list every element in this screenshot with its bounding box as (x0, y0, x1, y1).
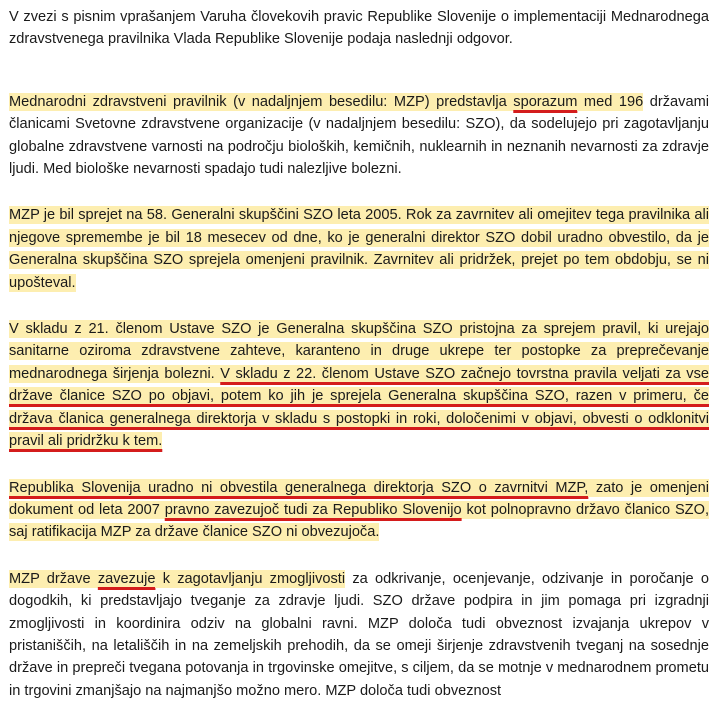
p3-highlight: V skladu z 21. členom Ustave SZO je Generalna skupščina SZO pristojna za sprejem pravil, ki urejajo sanitarne oziroma zdravstvene zahteve, karanteno in druge ukrepe ter postopke za preprečevanje mednarodnega širjenja bolezni. (9, 321, 709, 382)
paragraph-1 (9, 91, 709, 181)
paragraph-2 (9, 204, 709, 294)
p3-underlined-highlight: V skladu z 22. členom Ustave SZO začnejo tovrstna pravila veljati za vse države članice SZO po objavi, potem ko jih je sprejela Generalna skupščina SZO, razen v primeru, če država članica generalnega direktorja v skladu s postopki in roki, določenimi v objavi, obvesti o odklonitvi pravil ali pridržku k tem. (9, 365, 709, 450)
paragraph-4 (9, 477, 709, 544)
p1-rest: državami članicami Svetovne zdravstvene organizacije (v nadaljnjem besedilu: SZO), da sodelujejo pri zagotavljanju globalne zdravstvene varnosti na področju bioloških, kemičnih, nuklearnih in neznanih nevarnosti za zdravje ljudi. Med biološke nevarnosti spadajo tudi nalezljive bolezni. (9, 93, 709, 178)
p5-underlined-term: zavezuje (97, 570, 156, 587)
p5-highlight-end: k zagotavljanju zmogljivosti (155, 570, 346, 587)
p4-highlight-end: kot polnopravno državo članico SZO, saj ratifikacija MZP za države članice SZO ni obvezujoča. (9, 501, 709, 541)
p1-highlight-start-rest: med 196 (577, 93, 644, 110)
p4-underlined-2: pravno zavezujoč tudi za Republiko Slovenijo (164, 501, 462, 518)
p1-underlined-term: sporazum (513, 93, 578, 110)
p5-highlight: MZP države (9, 570, 98, 587)
intro-paragraph: V zvezi s pisnim vprašanjem Varuha človekovih pravic Republike Slovenije o implementaciji Mednarodnega zdravstvenega pravilnika Vlada Republike Slovenije podaja naslednji odgovor. (9, 9, 709, 48)
p4-highlight: zato je omenjeni dokument od leta 2007 (9, 479, 709, 518)
p2-highlight: MZP je bil sprejet na 58. Generalni skupščini SZO leta 2005. Rok za zavrnitev ali omejitev tega pravilnika ali njegove spremembe je bil 18 mesecev od dne, ko je generalni direktor SZO dobil uradno obvestilo, da je Generalna skupščina SZO sprejela omenjeni pravilnik. Zavrnitev ali pridržek, prejet po tem obdobju, se ni upošteval. (9, 207, 709, 291)
paragraph-5 (9, 568, 709, 702)
p4-underlined-1: Republika Slovenija uradno ni obvestila generalnega direktorja SZO o zavrnitvi MZP, (9, 479, 589, 496)
p5-rest: za odkrivanje, ocenjevanje, odzivanje in poročanje o dogodkih, ki predstavljajo tveganje za zdravje ljudi. SZO države podpira in jim pomaga pri izgradnji zmogljivosti in koordinira odziv na globalni ravni. MZP določa tudi obveznost izvajanja ukrepov v pristaniščih, na letališčih in na zemeljskih prehodih, da se omeji širjenje zdravstvenih tveganj na sosednje države in prepreči tvegana potovanja in trgovinske omejitve, s ciljem, da se motnje v mednarodnem prometu in trgovini zmanjšajo na najmanjšo možno mero. MZP določa tudi obveznost (9, 570, 709, 699)
p1-highlight-start: Mednarodni zdravstveni pravilnik (v nadaljnjem besedilu: MZP) predstavlja (9, 93, 514, 110)
paragraph-3 (9, 318, 709, 452)
document-page (9, 6, 709, 702)
